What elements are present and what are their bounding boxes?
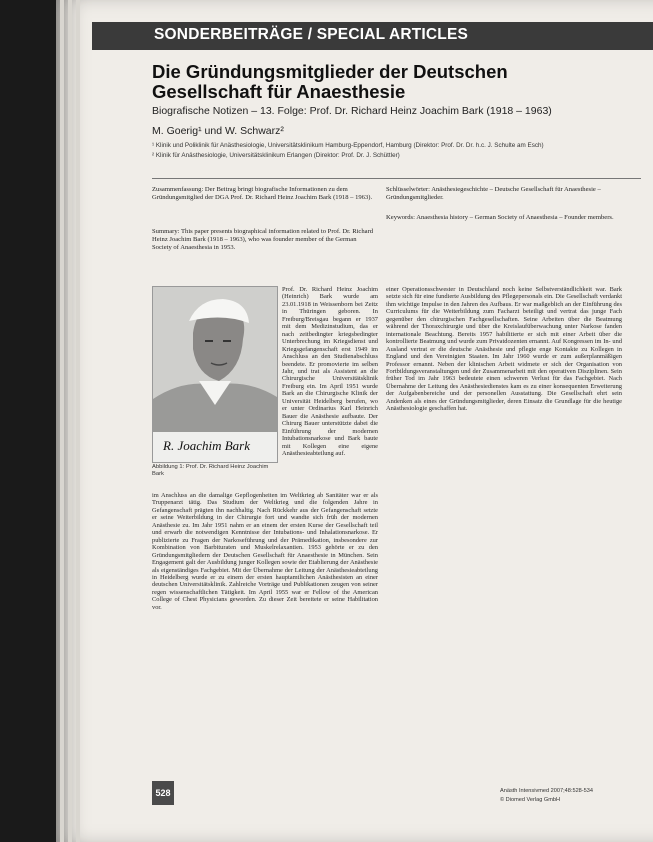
section-banner-label: SONDERBEITRÄGE / SPECIAL ARTICLES bbox=[154, 26, 469, 43]
body-text-right-column: einer Operationsschwester in Deutschland noch keine Selbstverständlichkeit war. Bark setzte sich für eine fundierte Ausbildung des Pflegepersonals ein. Die Gesellschaft verdankt ihm wichtige Impulse in den Jahren des Aufbaus. Er war maßgeblich an der Einführung des Curriculums für die Weiterbildung zum Facharzt beteiligt und vertrat das junge Fach gegenüber den chirurgischen Fachgesellschaften. Seine Arbeiten über die Beatmung während der Thoraxchirurgie und über die Kreislaufüberwachung unter Narkose fanden internationale Beachtung. Bereits 1957 habilitierte er sich mit einer Arbeit über die kontrollierte Beatmung und wurde zum Privatdozenten ernannt. Auf Kongressen im In- und Ausland vertrat er die deutsche Anästhesie und pflegte enge Kontakte zu Kollegen in England und den Vereinigten Staaten. Im Jahr 1960 wurde er zum außerplanmäßigen Professor ernannt. Neben der klinischen Arbeit widmete er sich der Organisation von Fortbildungsveranstaltungen und der Zusammenarbeit mit den operativen Disziplinen. Sein früher Tod im Jahr 1963 bedeutete einen schweren Verlust für das Fachgebiet. Nach Übernahme der Leitung des Anästhesiedienstes kam es zu einer konsequenten Erweiterung der Aufgabenbereiche und der personellen Ausstattung. Die Gesellschaft ehrt sein Andenken als eines der Gründungsmitglieder, deren Einsatz die Grundlage für die heutige Anästhesiologie geschaffen hat. bbox=[386, 286, 622, 413]
article-authors: M. Goerig¹ und W. Schwarz² bbox=[152, 125, 284, 137]
body-text-left-column: im Anschluss an die damalige Gepflogenheiten im Weltkrieg ab Sanitäter war er als Truppenarzt tätig. Das Studium der Weltkrieg und die folgenden Jahre in Gefangenschaft prägten ihn nachhaltig. Nach Rückkehr aus der Gefangenschaft setzte er seine Weiterbildung in der Chirurgie fort und wandte sich früh der modernen Anästhesie zu. Im Jahr 1951 nahm er an einem der ersten Kurse der Gesellschaft teil und erwarb die notwendigen Kenntnisse der Intubations- und Inhalationsnarkose. Er publizierte zu Fragen der Narkoseführung und der Prämedikation, insbesondere zur Kombination von Barbituraten und Muskelrelaxantien. 1953 gehörte er zu den Gründungsmitgliedern der Deutschen Gesellschaft für Anaesthesie in München. Sein Engagement galt der Ausbildung junger Kollegen sowie der Etablierung der Anästhesie als eigenständiges Fachgebiet. Mit der Übernahme der Leitung der Anästhesieabteilung in Heidelberg wurde er zu einem der ersten hauptamtlichen Anästhesisten an einer deutschen Universitätsklinik. Zahlreiche Vorträge und Publikationen zeugen von seiner regen wissenschaftlichen Tätigkeit. Im April 1955 war er Fellow of the American College of Chest Physicians geworden. Zu dieser Zeit bereitete er seine Habilitation vor. bbox=[152, 492, 378, 611]
portrait-illustration bbox=[153, 287, 277, 433]
keywords-german: Schlüsselwörter: Anästhesiegeschichte – Deutsche Gesellschaft für Anaesthesie – Gründungsmitglieder. bbox=[386, 186, 601, 202]
figure-caption: Abbildung 1: Prof. Dr. Richard Heinz Joachim Bark bbox=[152, 464, 269, 477]
keywords-english: Keywords: Anaesthesia history – German Society of Anaesthesia – Founder members. bbox=[386, 214, 614, 221]
section-banner bbox=[92, 22, 653, 50]
page-edge bbox=[76, 0, 80, 842]
publisher-copyright: © Diomed Verlag GmbH bbox=[500, 797, 561, 803]
affiliation-2: ² Klinik für Anästhesiologie, Universitätsklinikum Erlangen (Direktor: Prof. Dr. J. Schüttler) bbox=[152, 152, 400, 159]
page-number: 528 bbox=[152, 781, 174, 805]
article-title: Die Gründungsmitglieder der Deutschen Gesellschaft für Anaesthesie bbox=[152, 61, 508, 102]
portrait-photo bbox=[152, 286, 278, 434]
affiliation-1: ¹ Klinik und Poliklinik für Anästhesiologie, Universitätsklinikum Hamburg-Eppendorf, Hamburg (Direktor: Prof. Dr. Dr. h.c. J. Schulte am Esch) bbox=[152, 142, 544, 149]
abstract-english: Summary: This paper presents biographical information related to Prof. Dr. Richard Heinz Joachim Bark (1918 – 1963), who was founder member of the German Society of Anaesthesia in 1953. bbox=[152, 228, 374, 252]
divider bbox=[152, 178, 641, 179]
signature: R. Joachim Bark bbox=[163, 438, 251, 453]
page-edge bbox=[68, 0, 72, 842]
journal-citation: Anästh Intensivmed 2007;48:528-534 bbox=[500, 788, 593, 794]
article-subtitle: Biografische Notizen – 13. Folge: Prof. Dr. Richard Heinz Joachim Bark (1918 – 1963) bbox=[152, 105, 552, 117]
page-edge bbox=[60, 0, 64, 842]
body-text-beside-photo: Prof. Dr. Richard Heinz Joachim (Heinrich) Bark wurde am 23.01.1918 in Weissenborn bei Zeitz in Thüringen geboren. In Freiburg/Breisgau begann er 1937 mit dem Medizinstudium, das er nach zeitbedingter kriegsbedingter Unterbrechung im Kriegsdienst und Kriegsgefangenschaft erst 1949 im Anschluss an den Studienabschluss beendete. Er promovierte im selben Jahr, und trat als Assistent an die Chirurgische Universitätsklinik Freiburg ein. Im April 1951 wurde Bark an die Chirurgische Klinik der Universität Heidelberg berufen, wo er unter Ordinarius Karl Heinrich Bauer die Anästhesie aufbaute. Der Chirurg Bauer unterstützte dabei die Einführung der modernen Intubationsnarkose und Bark baute mit Kollegen eine eigene Anästhesieabteilung auf. bbox=[282, 286, 378, 457]
abstract-german: Zusammenfassung: Der Beitrag bringt biografische Informationen zu dem Gründungsmitglied der DGA Prof. Dr. Richard Heinz Joachim Bark (1918 – 1963). bbox=[152, 186, 373, 202]
signature-image bbox=[152, 432, 278, 463]
